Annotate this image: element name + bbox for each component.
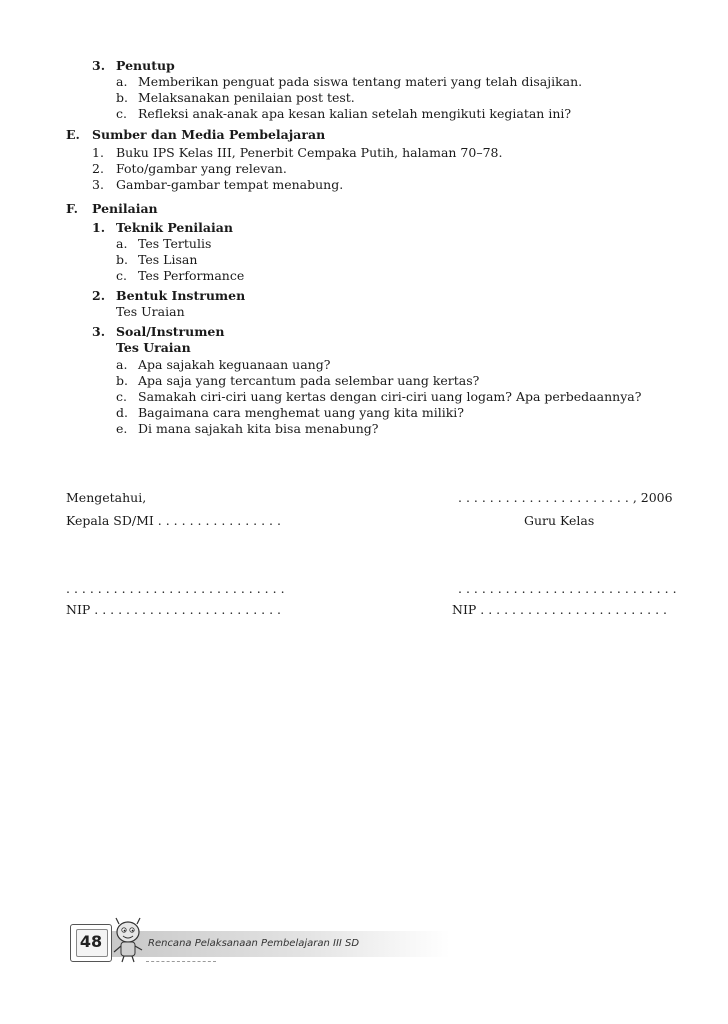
date-line: . . . . . . . . . . . . . . . . . . . . . . , 2006: [458, 490, 673, 505]
penutup-title: Penutup: [116, 58, 175, 73]
soal-heading: 3. Soal/Instrumen: [92, 324, 225, 339]
list-item: c. Refleksi anak-anak apa kesan kalian setelah mengikuti kegiatan ini?: [116, 106, 572, 121]
bentuk-value: Tes Uraian: [116, 304, 185, 319]
cartoon-mascot-icon: [108, 914, 148, 964]
section-e-heading: [66, 127, 325, 143]
teknik-heading: 1. Teknik Penilaian: [92, 220, 233, 235]
section-e-letter: E.: [66, 127, 80, 142]
guru-kelas-label: Guru Kelas: [524, 513, 595, 528]
list-item: b. Melaksanakan penilaian post test.: [116, 90, 355, 105]
list-item: c. Tes Performance: [116, 268, 245, 283]
section-f-title: Penilaian: [92, 201, 158, 216]
list-item: 2. Foto/gambar yang relevan.: [92, 161, 287, 176]
kepala-label: Kepala SD/MI . . . . . . . . . . . . . . . .: [66, 513, 281, 528]
page-number: 48: [79, 932, 103, 951]
list-item: c. Samakah ciri-ciri uang kertas dengan ciri-ciri uang logam? Apa perbedaannya?: [116, 389, 642, 404]
list-item: b. Apa saja yang tercantum pada selembar uang kertas?: [116, 373, 480, 388]
section-e-title: Sumber dan Media Pembelajaran: [92, 127, 326, 142]
nip-left: NIP . . . . . . . . . . . . . . . . . . . . . . . .: [66, 602, 282, 617]
list-item: 3. Gambar-gambar tempat menabung.: [92, 177, 344, 192]
bentuk-heading: 2. Bentuk Instrumen: [92, 288, 246, 303]
penutup-number: 3.: [92, 58, 106, 73]
soal-subtitle: Tes Uraian: [116, 340, 191, 355]
footer-title: Rencana Pelaksanaan Pembelajaran III SD: [148, 938, 360, 949]
nip-right: NIP . . . . . . . . . . . . . . . . . . . . . . . .: [452, 602, 668, 617]
mengetahui-label: Mengetahui,: [66, 490, 147, 505]
list-item: a. Memberikan penguat pada siswa tentang materi yang telah disajikan.: [116, 74, 583, 89]
section-f-letter: F.: [66, 201, 78, 216]
name-line-left: . . . . . . . . . . . . . . . . . . . . . . . . . . . .: [66, 581, 285, 596]
list-item: 1. Buku IPS Kelas III, Penerbit Cempaka Putih, halaman 70–78.: [92, 145, 503, 160]
penutup-heading: [92, 58, 175, 74]
list-item: a. Apa sajakah keguanaan uang?: [116, 357, 331, 372]
section-f-heading: [66, 201, 158, 217]
list-item: e. Di mana sajakah kita bisa menabung?: [116, 421, 379, 436]
list-item: d. Bagaimana cara menghemat uang yang kita miliki?: [116, 405, 464, 420]
name-line-right: . . . . . . . . . . . . . . . . . . . . . . . . . . . .: [458, 581, 677, 596]
list-item: a. Tes Tertulis: [116, 236, 212, 251]
footer-divider: [146, 961, 216, 962]
list-item: b. Tes Lisan: [116, 252, 198, 267]
